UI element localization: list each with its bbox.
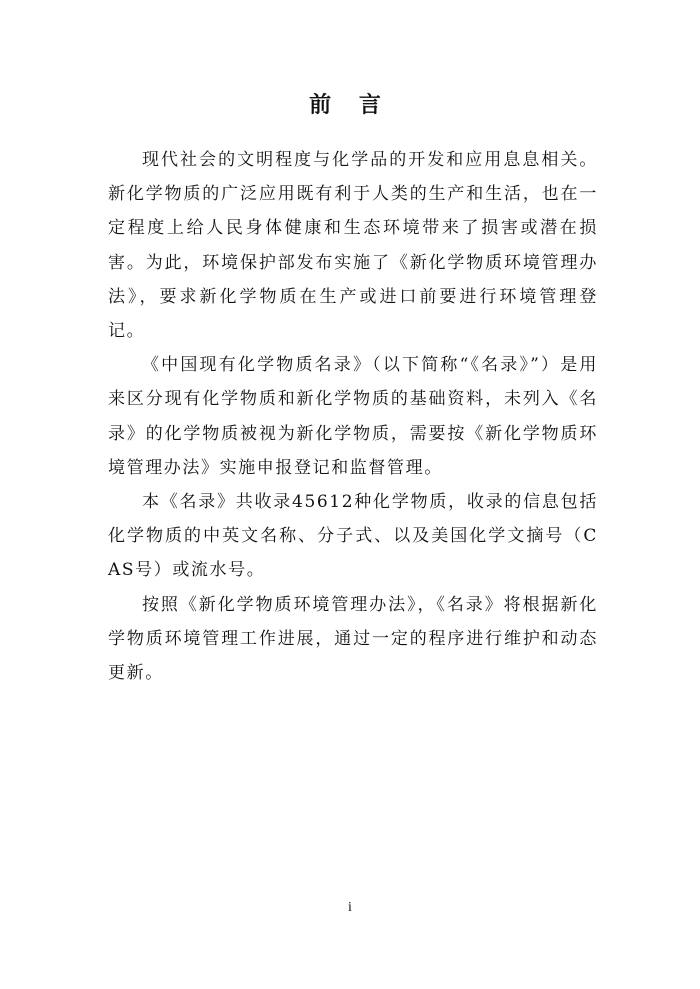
page-number: i (348, 900, 352, 915)
preface-body (108, 143, 598, 690)
paragraph-1: 现代社会的文明程度与化学品的开发和应用息息相关。新化学物质的广泛应用既有利于人类的生产和生活，也在一定程度上给人民身体健康和生态环境带来了损害或潜在损害。为此，环境保护部发布实施了《新化学物质环境管理办法》，要求新化学物质在生产或进口前要进行环境管理登记。 (108, 150, 598, 342)
paragraph-4: 按照《新化学物质环境管理办法》，《名录》将根据新化学物质环境管理工作进展，通过一定的程序进行维护和动态更新。 (108, 594, 598, 684)
page-title: 前 言 (309, 92, 391, 118)
paragraph-2: 《中国现有化学物质名录》（以下简称“《名录》”）是用来区分现有化学物质和新化学物质的基础资料，未列入《名录》的化学物质被视为新化学物质，需要按《新化学物质环境管理办法》实施申报登记和监督管理。 (108, 355, 598, 478)
paragraph-3: 本《名录》共收录45612种化学物质，收录的信息包括化学物质的中英文名称、分子式、以及美国化学文摘号（CAS号）或流水号。 (108, 492, 598, 581)
